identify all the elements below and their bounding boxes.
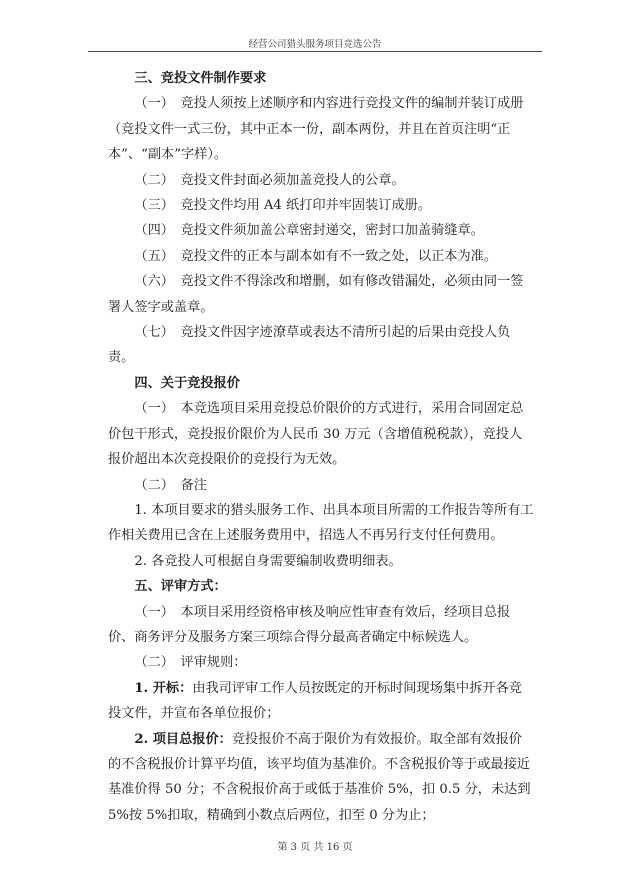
- paragraph: （三） 竞投文件均用 A4 纸打印并牢固装订成册。: [134, 198, 432, 214]
- paragraph: （二） 评审规则：: [134, 655, 247, 671]
- rule-text: 竞投报价不高于限价为有效报价。取全部有效报价的不含税报价计算平均值，该平均值为基准价。不含税报价等于或最接近基准价得 50 分；不含税报价高于或低于基准价 5%，扣 0.5 分，未达到 5%按 5%扣取，精确到小数点后两位，扣至 0 分为止；: [108, 731, 531, 823]
- rule-text: 由我司评审工作人员按既定的开标时间现场集中拆开各竞投文件，并宣布各单位报价；: [108, 680, 522, 722]
- paragraph: （六） 竞投文件不得涂改和增删，如有修改错漏处，必须由同一签署人签字或盖章。: [108, 274, 524, 315]
- paragraph: （一） 竞投人须按上述顺序和内容进行竞投文件的编制并装订成册（竞投文件一式三份，其中正本一份，副本两份，并且在首页注明“正本”、“副本”字样）。: [108, 96, 524, 163]
- page-number: 第 3 页 共 16 页: [277, 842, 353, 853]
- paragraph: [108, 727, 534, 829]
- paragraph: 1. 本项目要求的猎头服务工作、出具本项目所需的工作报告等所有工作相关费用已含在上述服务费用中，招选人不再另行支付任何费用。: [108, 502, 534, 544]
- rule-label: 2. 项目总报价：: [134, 731, 232, 747]
- document-body: [108, 66, 534, 828]
- section-heading-3: 三、竞投文件制作要求: [134, 71, 267, 86]
- section-heading-4: 四、关于竞投报价: [134, 375, 240, 391]
- paragraph: （一） 本项目采用经资格审核及响应性审查有效后，经项目总报价、商务评分及服务方案三项综合得分最高者确定中标候选人。: [108, 604, 511, 645]
- paragraph: （五） 竞投文件的正本与副本如有不一致之处，以正本为准。: [134, 248, 498, 264]
- running-header: 经营公司猎头服务项目竞选公告: [248, 39, 382, 50]
- paragraph: 2. 各竞投人可根据自身需要编制收费明细表。: [134, 553, 402, 569]
- paragraph: [108, 676, 534, 727]
- paragraph: （二） 竞投文件封面必须加盖竞投人的公章。: [134, 172, 405, 188]
- section-heading-5: 五、评审方式：: [134, 579, 227, 595]
- header-divider: [88, 51, 542, 52]
- paragraph: （一） 本竞选项目采用竞投总价限价的方式进行，采用合同固定总价包干形式，竞投报价限价为人民币 30 万元（含增值税税款），竞投人报价超出本次竞投限价的竞投行为无效。: [108, 401, 524, 468]
- rule-label: 1. 开标：: [134, 680, 193, 696]
- paragraph: （二） 备注: [134, 477, 207, 493]
- paragraph: （七） 竞投文件因字迹潦草或表达不清所引起的后果由竞投人负责。: [108, 325, 511, 366]
- paragraph: （四） 竞投文件须加盖公章密封递交，密封口加盖骑缝章。: [134, 223, 484, 239]
